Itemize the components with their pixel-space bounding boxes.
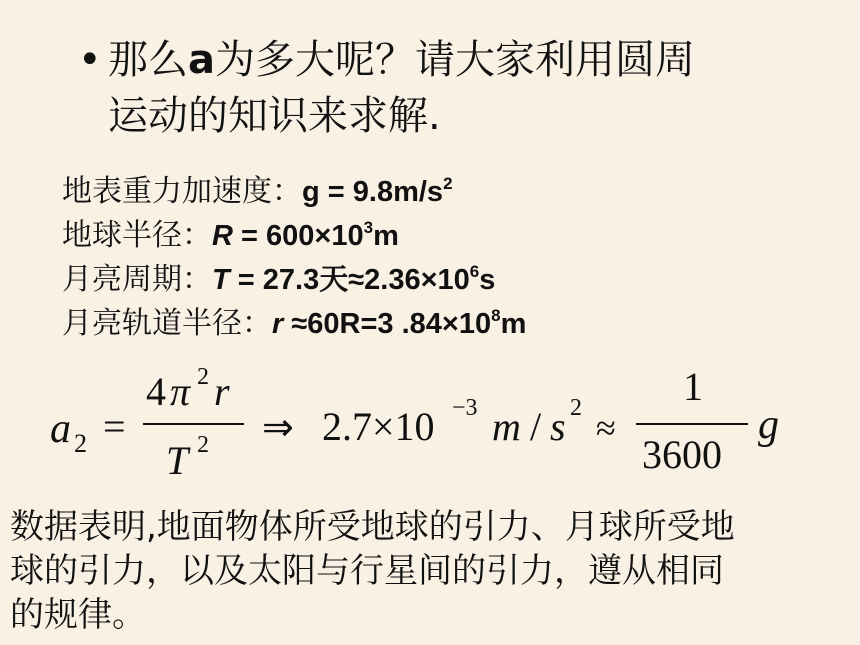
formula-slash: / — [530, 404, 542, 449]
question-line-1: 那么a为多大呢？请大家利用圆周 — [108, 37, 695, 83]
formula-mantissa: 2.7×10 — [322, 404, 435, 449]
formula-equals: = — [103, 404, 126, 449]
conclusion-text — [10, 505, 840, 637]
acceleration-formula — [0, 360, 860, 490]
formula-den-exp: 2 — [197, 432, 209, 458]
formula-pi: π — [170, 369, 191, 414]
formula-frac-num: 1 — [683, 364, 703, 409]
formula-lhs: a — [50, 406, 71, 452]
earth-radius-row: 地球半径：$R = 600\times 10^3m$ — [62, 218, 399, 253]
formula-lhs-subscript: 2 — [74, 429, 87, 458]
formula-unit-exp: 2 — [570, 395, 582, 421]
question-line-2: 运动的知识来求解. — [108, 93, 441, 139]
conclusion-line-1: 数据表明,地面物体所受地球的引力、月球所受地 — [10, 507, 735, 547]
formula-approx: ≈ — [596, 408, 616, 448]
formula-implies: ⇒ — [262, 407, 294, 449]
gravity-acceleration-row: 地表重力加速度：$g = 9.8m/s^2$ — [62, 174, 453, 209]
moon-orbit-radius-row: 月亮轨道半径：r ≈60R=3 $.84\times 10^8m$ — [62, 306, 527, 341]
moon-period-row: 月亮周期：T = 27.3天$\approx 2.36\times 10^6s$ — [62, 262, 496, 297]
formula-frac-den: 3600 — [642, 432, 722, 477]
formula-exponent: −3 — [452, 395, 478, 421]
formula-unit-m: m — [492, 404, 521, 449]
formula-den-T: T — [166, 438, 189, 483]
conclusion-line-3: 的规律。 — [10, 595, 146, 635]
bullet-icon: • — [78, 37, 102, 83]
given-data-list — [62, 170, 762, 346]
formula-num-coef: 4 — [146, 369, 166, 414]
formula-r: r — [214, 369, 230, 414]
question-bullet — [78, 32, 838, 144]
formula-unit-s: s — [550, 404, 566, 449]
formula-svg — [0, 360, 860, 490]
formula-pi-exp: 2 — [197, 364, 209, 390]
conclusion-line-2: 球的引力，以及太阳与行星间的引力，遵从相同 — [10, 551, 724, 591]
formula-g: g — [758, 402, 779, 448]
